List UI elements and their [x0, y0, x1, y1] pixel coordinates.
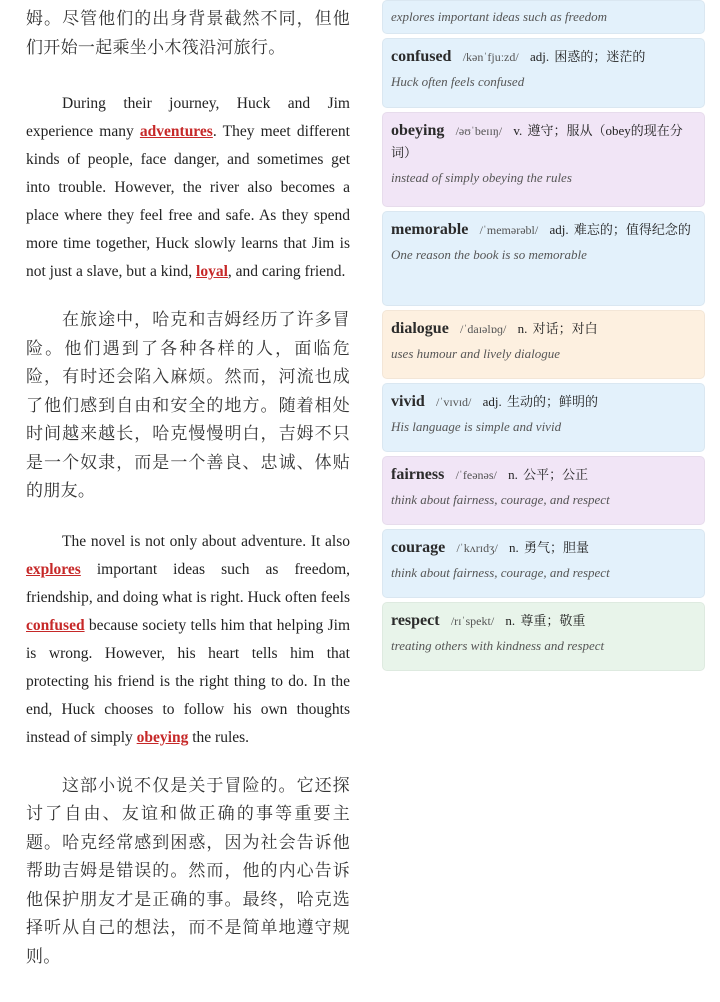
vocab-panel — [382, 0, 705, 675]
paragraph-en: During their journey, Huck and Jim experience many adventures. They meet different kinds of people, face danger, and sometimes get into trouble. However, the river also becomes a place where they feel free and safe. As they spend more time together, Huck slowly learns that Jim is not just a slave, but a kind, loyal, and caring friend. — [26, 95, 350, 280]
vocab-meaning: 对话；对白 — [532, 321, 598, 336]
vocab-phonetic: /ˈmemərəbl/ — [479, 223, 539, 237]
article-column — [26, 0, 350, 993]
vocab-meaning: 困惑的；迷茫的 — [554, 49, 646, 64]
vocab-card[interactable] — [382, 602, 705, 671]
vocab-meaning: 难忘的；值得纪念的 — [573, 222, 691, 237]
vocab-meaning: 勇气；胆量 — [524, 540, 590, 555]
vocab-phonetic: /ˈdaɪəlɒɡ/ — [460, 322, 507, 336]
vocab-meaning: 遵守；服从（obey的现在分词） — [391, 123, 683, 160]
vocab-example: Huck often feels confused — [391, 74, 525, 89]
vocab-phonetic: /əʊˈbeɪɪŋ/ — [455, 124, 503, 138]
vocab-card[interactable] — [382, 456, 705, 525]
vocab-example: His language is simple and vivid — [391, 419, 562, 434]
vocab-example: One reason the book is so memorable — [391, 247, 587, 262]
highlight-word[interactable]: confused — [26, 616, 85, 634]
vocab-phonetic: /ˈfeənəs/ — [455, 468, 497, 482]
highlight-word[interactable]: loyal — [196, 263, 228, 280]
vocab-pos: adj. — [482, 394, 502, 409]
vocab-word: courage — [391, 539, 446, 556]
vocab-word: confused — [391, 48, 452, 65]
vocab-card[interactable] — [382, 211, 705, 306]
vocab-pos: n. — [508, 467, 518, 482]
highlight-word[interactable]: adventures — [139, 123, 213, 140]
paragraph-zh: 这部小说不仅是关于冒险的。它还探讨了自由、友谊和做正确的事等重要主题。哈克经常感到困惑，因为社会告诉他帮助吉姆是错误的。然而，他的内心告诉他保护朋友才是正确的事。最终，哈克选择听从自己的想法，而不是简单地遵守规则。 — [26, 775, 350, 966]
vocab-meaning: 生动的；鲜明的 — [507, 394, 599, 409]
paragraph-en: The novel is not only about adventure. It also explores important ideas such as freedom, friendship, and doing what is right. Huck often feels confused because society tells him that helping Jim is wrong. However, his heart tells him that protecting his friend is the right thing to do. In the end, Huck chooses to follow his own thoughts instead of simply obeying the rules. — [26, 532, 350, 746]
vocab-pos: n. — [509, 540, 519, 555]
vocab-card[interactable] — [382, 0, 705, 34]
vocab-pos: n. — [505, 613, 516, 628]
vocab-word: respect — [391, 612, 440, 629]
vocab-example: think about fairness, courage, and respect — [391, 492, 610, 507]
vocab-word: memorable — [391, 221, 469, 238]
vocab-phonetic: /ˈvɪvɪd/ — [436, 395, 472, 409]
vocab-example: treating others with kindness and respect — [391, 638, 605, 653]
vocab-card[interactable] — [382, 38, 705, 108]
vocab-phonetic: /ˈkʌrɪdʒ/ — [456, 541, 498, 555]
highlight-word[interactable]: obeying — [136, 728, 189, 746]
highlight-word[interactable]: explores — [26, 560, 81, 578]
vocab-pos: v. — [513, 123, 523, 138]
vocab-pos: adj. — [529, 49, 550, 64]
vocab-word: fairness — [391, 466, 445, 483]
vocab-example: instead of simply obeying the rules — [391, 170, 572, 185]
vocab-example: explores important ideas such as freedom — [391, 9, 608, 24]
vocab-phonetic: /rɪˈspekt/ — [450, 614, 495, 628]
paragraph-zh: 姆。尽管他们的出身背景截然不同，但他们开始一起乘坐小木筏沿河旅行。 — [26, 9, 350, 57]
vocab-card[interactable] — [382, 310, 705, 379]
vocab-word: dialogue — [391, 320, 449, 337]
vocab-card[interactable] — [382, 383, 705, 452]
vocab-example: uses humour and lively dialogue — [391, 346, 560, 361]
vocab-meaning: 公平；公正 — [523, 467, 589, 482]
vocab-word: vivid — [391, 393, 425, 410]
vocab-pos: adj. — [549, 222, 569, 237]
vocab-card[interactable] — [382, 529, 705, 598]
vocab-phonetic: /kənˈfjuːzd/ — [462, 50, 519, 64]
vocab-pos: n. — [517, 321, 528, 336]
paragraph-zh: 在旅途中，哈克和吉姆经历了许多冒险。他们遇到了各种各样的人，面临危险，有时还会陷入麻烦。然而，河流也成了他们感到自由和安全的地方。随着相处时间越来越长，哈克慢慢明白，吉姆不只是一个奴隶，而是一个善良、忠诚、体贴的朋友。 — [26, 310, 350, 500]
vocab-example: think about fairness, courage, and respect — [391, 565, 610, 580]
vocab-card[interactable] — [382, 112, 705, 207]
vocab-word: obeying — [391, 122, 445, 139]
vocab-meaning: 尊重；敬重 — [520, 613, 586, 628]
